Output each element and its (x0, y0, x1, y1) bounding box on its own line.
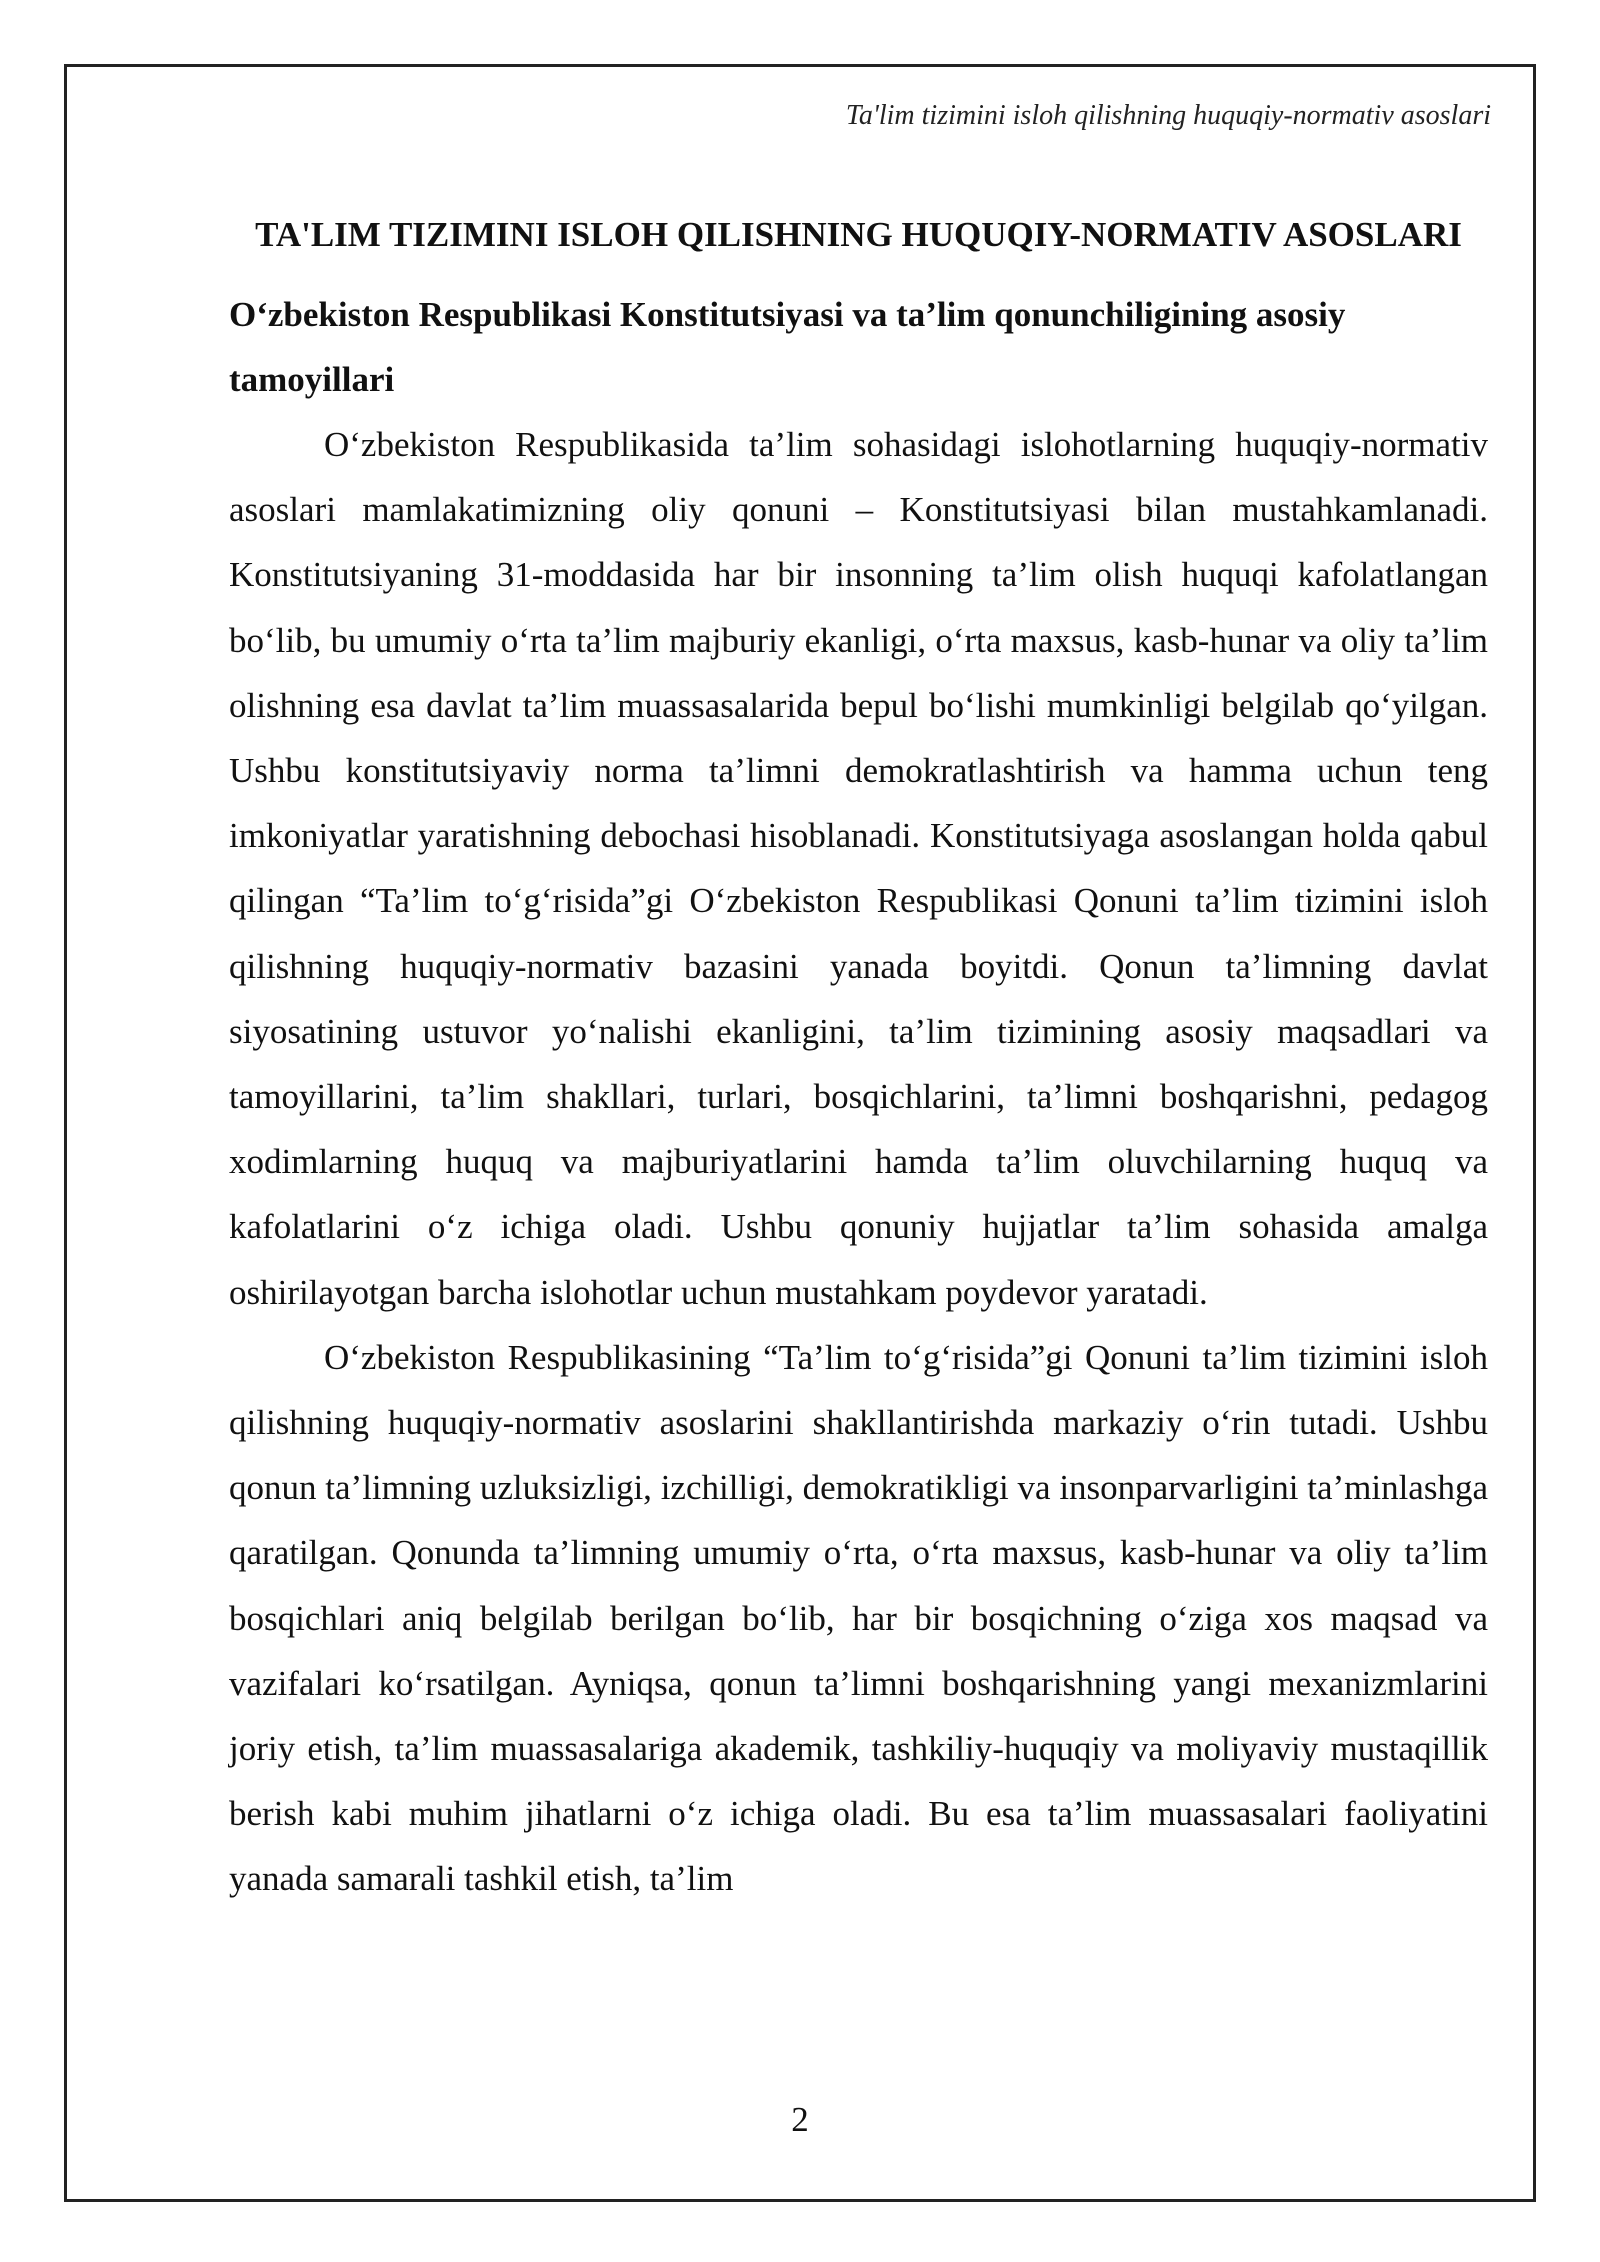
paragraph: O‘zbekiston Respublikasining “Ta’lim to‘g‘risida”gi Qonuni ta’lim tizimini isloh qilishning huquqiy-normativ asoslarini shakllantirishda markaziy o‘rin tutadi. Ushbu qonun ta’limning uzluksizligi, izchilligi, demokratikligi va insonparvarligini ta’minlashga qaratilgan. Qonunda ta’limning umumiy o‘rta, o‘rta maxsus, kasb-hunar va oliy ta’lim bosqichlari aniq belgilab berilgan bo‘lib, har bir bosqichning o‘ziga xos maqsad va vazifalari ko‘rsatilgan. Ayniqsa, qonun ta’limni boshqarishning yangi mexanizmlarini joriy etish, ta’lim muassasalariga akademik, tashkiliy-huquqiy va moliyaviy mustaqillik berish kabi muhim jihatlarni o‘z ichiga oladi. Bu esa ta’lim muassasalari faoliyatini yanada samarali tashkil etish, ta’lim (229, 1337, 1488, 1899)
running-header: Ta'lim tizimini isloh qilishning huquqiy-normativ asoslari (845, 100, 1491, 131)
page-number: 2 (791, 2100, 809, 2139)
document-title: TA'LIM TIZIMINI ISLOH QILISHNING HUQUQIY-NORMATIV ASOSLARI (255, 215, 1462, 254)
section-heading: O‘zbekiston Respublikasi Konstitutsiyasi va ta’lim qonunchiligining asosiy tamoyillari (229, 295, 1346, 399)
document-body (229, 202, 1488, 1912)
paragraph: O‘zbekiston Respublikasida ta’lim sohasidagi islohotlarning huquqiy-normativ asoslari mamlakatimizning oliy qonuni – Konstitutsiyasi bilan mustahkamlanadi. Konstitutsiyaning 31-moddasida har bir insonning ta’lim olish huquqi kafolatlangan bo‘lib, bu umumiy o‘rta ta’lim majburiy ekanligi, o‘rta maxsus, kasb-hunar va oliy ta’lim olishning esa davlat ta’lim muassasalarida bepul bo‘lishi mumkinligi belgilab qo‘yilgan. Ushbu konstitutsiyaviy norma ta’limni demokratlashtirish va hamma uchun teng imkoniyatlar yaratishning debochasi hisoblanadi. Konstitutsiyaga asoslangan holda qabul qilingan “Ta’lim to‘g‘risida”gi O‘zbekiston Respublikasi Qonuni ta’lim tizimini isloh qilishning huquqiy-normativ bazasini yanada boyitdi. Qonun ta’limning davlat siyosatining ustuvor yo‘nalishi ekanligini, ta’lim tizimining asosiy maqsadlari va tamoyillarini, ta’lim shakllari, turlari, bosqichlarini, ta’limni boshqarishni, pedagog xodimlarning huquq va majburiyatlarini hamda ta’lim oluvchilarning huquq va kafolatlarini o‘z ichiga oladi. Ushbu qonuniy hujjatlar ta’lim sohasida amalga oshirilayotgan barcha islohotlar uchun mustahkam poydevor yaratadi. (229, 425, 1488, 1312)
